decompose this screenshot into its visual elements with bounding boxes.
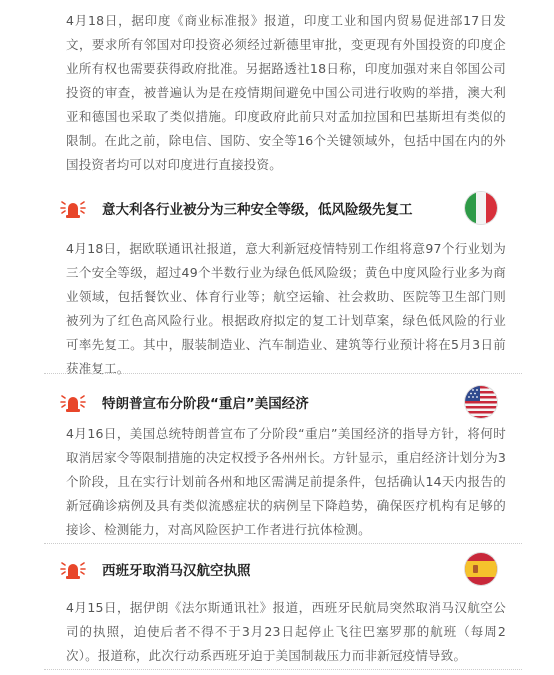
section-divider — [44, 373, 522, 374]
section-heading-usa — [60, 386, 500, 422]
section-heading-spain — [60, 553, 500, 589]
section-title: 意大利各行业被分为三种安全等级，低风险级先复工 — [102, 202, 413, 218]
section-heading-italy — [60, 192, 500, 228]
intro-paragraph: 4月18日，据印度《商业标准报》报道，印度工业和国内贸易促进部17日发文，要求所有邻国对印投资必须经过新德里审批，变更现有外国投资的印度企业所有权也需要获得政府批准。另据路透社18日称，印度加强对来自邻国公司投资的审查，被普遍认为是在疫情期间避免中国公司进行收购的举措，澳大利亚和德国也采取了类似措施。印度政府此前只对孟加拉国和巴基斯坦有类似的限制。在此之前，除电信、国防、安全等16个关键领域外，包括中国在内的外国投资者均可以对印度进行直接投资。 — [66, 13, 506, 172]
section-title: 西班牙取消马汉航空执照 — [102, 563, 251, 579]
alarm-siren-icon — [60, 390, 86, 414]
section-divider — [44, 543, 522, 544]
usa-flag-icon — [465, 386, 497, 418]
section-divider — [44, 669, 522, 670]
spain-flag-icon — [465, 553, 497, 585]
section-paragraph-spain: 4月15日，据伊朗《法尔斯通讯社》报道，西班牙民航局突然取消马汉航空公司的执照，迫使后者不得不于3月23日起停止飞往巴塞罗那的航班（每周2次）。报道称，此次行动系西班牙迫于美国制裁压力而非新冠疫情导致。 — [66, 600, 506, 663]
alarm-siren-icon — [60, 196, 86, 220]
section-paragraph-italy: 4月18日，据欧联通讯社报道，意大利新冠疫情特别工作组将意97个行业划为三个安全等级，超过49个半数行业为绿色低风险级；黄色中度风险行业多为商业领域，包括餐饮业、体育行业等；航空运输、社会救助、医院等卫生部门则被列为了红色高风险行业。根据政府拟定的复工计划草案，绿色低风险的行业可率先复工。其中，服装制造业、汽车制造业、建筑等行业预计将在5月3日前获准复工。 — [66, 241, 506, 376]
alarm-siren-icon — [60, 557, 86, 581]
italy-flag-icon — [465, 192, 497, 224]
section-title: 特朗普宣布分阶段“重启”美国经济 — [102, 396, 309, 412]
section-paragraph-usa: 4月16日，美国总统特朗普宣布了分阶段“重启”美国经济的指导方针，将何时取消居家令等限制措施的决定权授予各州州长。方针显示，重启经济计划分为3个阶段，且在实行计划前各州和地区需满足前提条件，包括确认14天内报告的新冠确诊病例及具有类似流感症状的病例呈下降趋势，确保医疗机构有足够的接诊、检测能力，对高风险医护工作者进行抗体检测。 — [66, 426, 506, 537]
